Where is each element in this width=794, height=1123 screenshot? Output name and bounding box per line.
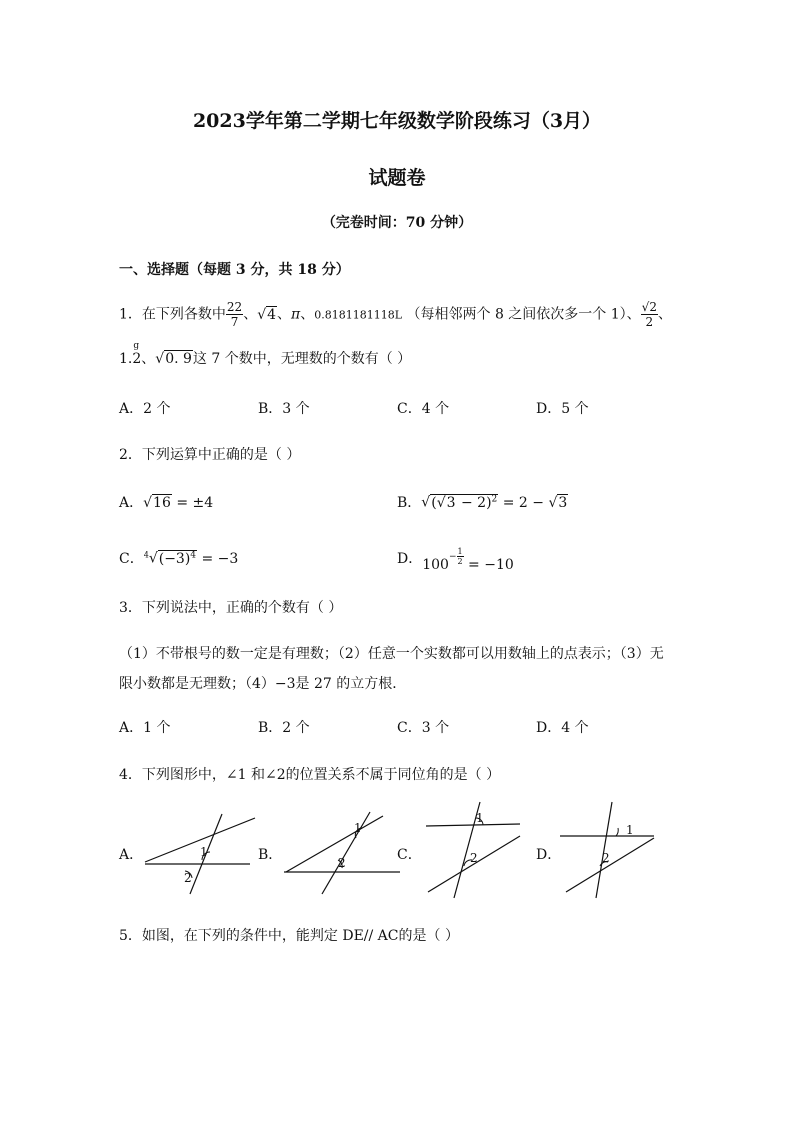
q4-option-d-label[interactable]: D． — [536, 847, 562, 863]
radicand: 4 — [267, 306, 277, 323]
line — [596, 802, 612, 898]
q1-option-d[interactable]: D．5 个 — [536, 401, 589, 417]
line — [322, 812, 370, 894]
q2-option-b[interactable] — [397, 492, 568, 512]
repeat-digit: 2 — [132, 351, 142, 367]
angle-1-label: 1 — [626, 823, 634, 837]
exponent: 2 — [491, 494, 498, 505]
mid: − 2) — [456, 495, 492, 511]
frac-den: 7 — [230, 315, 239, 329]
q3-statement-line-2: 限小数都是无理数；（4）−3是 27 的立方根． — [119, 676, 407, 692]
radicand: 3 — [446, 495, 456, 511]
decimal-note: （每相邻两个 8 之间依次多一个 1） — [406, 306, 627, 323]
outer-radicand: $(√3 - 2)^2$ — [431, 494, 498, 511]
frac-den: 2 — [645, 315, 654, 329]
q1-option-c[interactable]: C．4 个 — [397, 401, 450, 417]
q1-option-a[interactable]: A．2 个 — [119, 401, 171, 417]
sqrt-16: √16 — [143, 495, 171, 511]
q1-tail: 这 7 个数中，无理数的个数有（ ） — [192, 351, 412, 367]
question-3-stem: 3．下列说法中，正确的个数有（ ） — [119, 600, 343, 616]
question-5-stem: 5．如图，在下列的条件中，能判定 DE// AC的是（ ） — [119, 928, 459, 944]
exponent — [448, 547, 464, 566]
line — [286, 816, 383, 872]
separator: 、 — [626, 306, 641, 323]
fraction-22-7 — [226, 300, 243, 329]
option-label: A． — [119, 495, 144, 511]
q1-lead: 1．在下列各数中 — [119, 306, 226, 323]
inner: (−3) — [158, 551, 191, 567]
frac-num: 22 — [226, 300, 243, 314]
question-2-stem: 2．下列运算中正确的是（ ） — [119, 447, 301, 463]
line — [566, 838, 654, 892]
pi-symbol: π — [291, 306, 301, 323]
angle-2-label: 2 — [602, 851, 610, 865]
separator: 、 — [300, 306, 315, 323]
exam-title: 2023学年第二学期七年级数学阶段练习（3月） — [192, 110, 602, 132]
angle-arc — [616, 828, 618, 836]
separator: 、 — [657, 306, 672, 323]
question-1-line-1 — [119, 300, 672, 329]
separator: 、 — [141, 351, 156, 367]
root-index: 4 — [143, 550, 149, 560]
repeating-decimal: 0.8181181118L — [314, 308, 403, 322]
angle-2-label: 2 — [470, 851, 478, 865]
base: 100 — [422, 557, 449, 573]
option-label: D． — [397, 551, 423, 567]
sqrt-0-9: √0. 9 — [155, 351, 192, 367]
sqrt-3: √3 — [548, 495, 568, 511]
angle-1-label: 1 — [354, 821, 362, 835]
angle-2-label: 2 — [184, 871, 192, 885]
figure-a — [140, 810, 260, 900]
exp-neg: − — [448, 552, 457, 562]
q1-option-b[interactable]: B．3 个 — [258, 401, 310, 417]
q3-option-b[interactable]: B．2 个 — [258, 720, 310, 736]
rhs: = 2 − — [498, 495, 549, 511]
exam-subtitle: 试题卷 — [368, 167, 426, 189]
q4-option-a-label[interactable]: A． — [119, 847, 144, 863]
frac-num: √2 — [641, 300, 657, 314]
q2-option-c[interactable] — [119, 548, 238, 568]
radicand: 0. 9 — [165, 351, 192, 367]
inner-sqrt: √3 — [436, 495, 456, 511]
figure-d — [556, 800, 666, 900]
repeat-dot: g — [133, 341, 140, 351]
question-4-stem: 4．下列图形中，∠1 和∠2的位置关系不属于同位角的是（ ） — [119, 767, 501, 783]
radicand: 3 — [558, 495, 568, 511]
figure-b — [278, 810, 403, 900]
option-label: C． — [119, 551, 144, 567]
repeating-decimal-1-2 — [119, 341, 142, 367]
radicand — [158, 550, 197, 567]
frac-num: 1 — [457, 547, 463, 556]
time-note: （完卷时间：70 分钟） — [321, 215, 473, 231]
figure-c — [418, 800, 528, 900]
q2-option-d[interactable] — [397, 547, 514, 573]
question-1-line-2 — [119, 341, 412, 368]
exp-frac — [457, 547, 464, 566]
exponent: 4 — [190, 550, 197, 561]
outer-sqrt: $√(√3 - 2)^2$ — [421, 494, 498, 511]
rhs: = −3 — [197, 551, 239, 567]
sqrt-4: √4 — [257, 306, 277, 323]
option-label: B． — [397, 495, 422, 511]
q3-option-c[interactable]: C．3 个 — [397, 720, 450, 736]
q2-option-a[interactable] — [119, 492, 213, 512]
radicand: 16 — [153, 495, 171, 511]
q4-option-c-label[interactable]: C． — [397, 847, 422, 863]
frac-den: 2 — [457, 557, 463, 566]
separator: 、 — [243, 306, 258, 323]
q4-option-b-label[interactable]: B． — [258, 847, 283, 863]
q3-statement-line-1: （1）不带根号的数一定是有理数；（2）任意一个实数都可以用数轴上的点表示；（3）无 — [119, 646, 664, 662]
fourth-root: $√(-3)^4$ — [148, 550, 197, 567]
fraction-sqrt2-2 — [641, 300, 658, 329]
repeat-int: 1. — [119, 351, 133, 367]
rhs: = −10 — [463, 557, 514, 573]
angle-1-label: 1 — [200, 845, 208, 859]
angle-2-label: 2 — [338, 856, 346, 870]
separator: 、 — [277, 306, 292, 323]
q3-option-d[interactable]: D．4 个 — [536, 720, 589, 736]
angle-1-label: 1 — [476, 811, 484, 825]
section-heading: 一、选择题（每题 3 分，共 18 分） — [119, 262, 350, 278]
rhs: = ±4 — [171, 495, 214, 511]
q3-option-a[interactable]: A．1 个 — [119, 720, 171, 736]
